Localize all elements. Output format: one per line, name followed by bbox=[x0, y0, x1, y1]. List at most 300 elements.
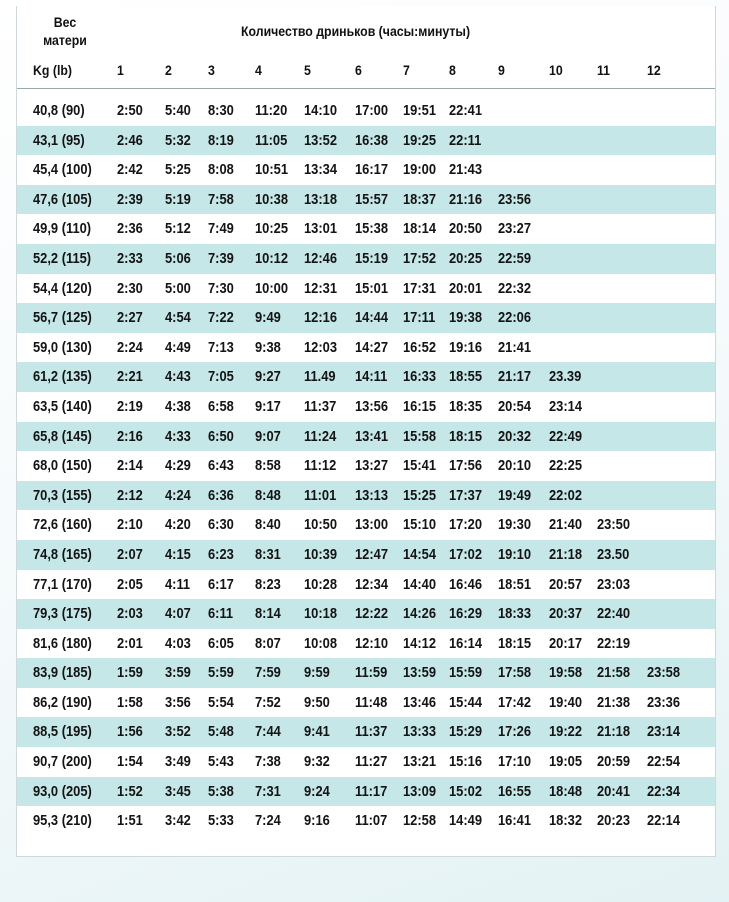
time-cell: 2:21 bbox=[117, 368, 143, 386]
time-cell: 13:59 bbox=[403, 664, 437, 682]
time-cell: 13:41 bbox=[355, 427, 389, 445]
time-cell: 12:16 bbox=[304, 309, 338, 327]
time-cell: 11:12 bbox=[304, 457, 337, 475]
time-cell: 15:29 bbox=[449, 723, 483, 741]
time-cell: 6:36 bbox=[208, 486, 234, 504]
time-cell: 13:27 bbox=[355, 457, 389, 475]
time-cell: 7:13 bbox=[208, 338, 234, 356]
table-row bbox=[17, 185, 715, 215]
weight-cell: 68,0 (150) bbox=[33, 457, 92, 475]
time-cell: 6:50 bbox=[208, 427, 234, 445]
time-cell: 19:30 bbox=[498, 516, 532, 534]
time-cell: 3:59 bbox=[165, 664, 191, 682]
time-cell: 19:58 bbox=[549, 664, 583, 682]
table-row bbox=[17, 806, 715, 836]
weight-cell: 86,2 (190) bbox=[33, 693, 92, 711]
weight-cell: 52,2 (115) bbox=[33, 249, 92, 267]
drink-count-header: 2 bbox=[165, 62, 172, 78]
time-cell: 15:38 bbox=[355, 220, 389, 238]
time-cell: 2:07 bbox=[117, 545, 143, 563]
weight-title-line2: матери bbox=[43, 32, 87, 48]
drink-count-header: 4 bbox=[255, 62, 262, 78]
time-cell: 2:10 bbox=[117, 516, 143, 534]
weight-cell: 79,3 (175) bbox=[33, 605, 92, 623]
time-cell: 21:16 bbox=[449, 190, 483, 208]
time-cell: 11.49 bbox=[304, 368, 336, 386]
time-cell: 20:25 bbox=[449, 249, 483, 267]
time-cell: 13:33 bbox=[403, 723, 437, 741]
time-cell: 11:27 bbox=[355, 753, 388, 771]
time-cell: 5:12 bbox=[165, 220, 191, 238]
time-cell: 5:33 bbox=[208, 812, 234, 830]
time-cell: 16:52 bbox=[403, 338, 437, 356]
time-cell: 8:07 bbox=[255, 634, 281, 652]
time-cell: 23:14 bbox=[549, 397, 583, 415]
drink-count-header: 10 bbox=[549, 62, 563, 78]
time-cell: 2:03 bbox=[117, 605, 143, 623]
time-cell: 4:03 bbox=[165, 634, 191, 652]
time-cell: 3:56 bbox=[165, 693, 191, 711]
time-cell: 4:24 bbox=[165, 486, 191, 504]
time-cell: 2:36 bbox=[117, 220, 143, 238]
time-cell: 4:38 bbox=[165, 397, 191, 415]
time-cell: 6:11 bbox=[208, 605, 234, 623]
time-cell: 5:06 bbox=[165, 249, 191, 267]
time-cell: 5:40 bbox=[165, 102, 191, 119]
weight-cell: 83,9 (185) bbox=[33, 664, 92, 682]
time-cell: 21:38 bbox=[597, 693, 631, 711]
weight-cell: 88,5 (195) bbox=[33, 723, 92, 741]
time-cell: 19:25 bbox=[403, 131, 437, 149]
time-cell: 13:18 bbox=[304, 190, 338, 208]
time-cell: 18:15 bbox=[449, 427, 483, 445]
time-cell: 2:42 bbox=[117, 161, 143, 179]
time-cell: 16:55 bbox=[498, 782, 532, 800]
table-row bbox=[17, 155, 715, 185]
time-cell: 20:10 bbox=[498, 457, 532, 475]
time-cell: 19:38 bbox=[449, 309, 483, 327]
time-cell: 13:52 bbox=[304, 131, 338, 149]
time-cell: 11:59 bbox=[355, 664, 388, 682]
time-cell: 22:49 bbox=[549, 427, 583, 445]
header-divider bbox=[17, 88, 715, 89]
time-cell: 7:49 bbox=[208, 220, 234, 238]
time-cell: 8:48 bbox=[255, 486, 281, 504]
weight-cell: 47,6 (105) bbox=[33, 190, 92, 208]
time-cell: 17:11 bbox=[403, 309, 436, 327]
time-cell: 4:54 bbox=[165, 309, 191, 327]
time-cell: 21:41 bbox=[498, 338, 532, 356]
time-cell: 1:58 bbox=[117, 693, 143, 711]
time-cell: 15:57 bbox=[355, 190, 389, 208]
time-cell: 19:16 bbox=[449, 338, 483, 356]
time-cell: 17:10 bbox=[498, 753, 532, 771]
time-cell: 12:46 bbox=[304, 249, 338, 267]
time-cell: 16:41 bbox=[498, 812, 532, 830]
time-cell: 13:34 bbox=[304, 161, 338, 179]
time-cell: 18:51 bbox=[498, 575, 532, 593]
time-cell: 20:01 bbox=[449, 279, 483, 297]
time-cell: 22:41 bbox=[449, 102, 483, 119]
time-cell: 16:38 bbox=[355, 131, 389, 149]
time-cell: 18:32 bbox=[549, 812, 583, 830]
time-cell: 2:33 bbox=[117, 249, 143, 267]
time-cell: 8:14 bbox=[255, 605, 281, 623]
time-cell: 7:52 bbox=[255, 693, 281, 711]
time-cell: 15:58 bbox=[403, 427, 437, 445]
time-cell: 11:37 bbox=[355, 723, 388, 741]
time-cell: 9:07 bbox=[255, 427, 281, 445]
table-row bbox=[17, 333, 715, 363]
time-cell: 11:37 bbox=[304, 397, 337, 415]
time-cell: 15:01 bbox=[355, 279, 389, 297]
time-cell: 14:44 bbox=[355, 309, 389, 327]
time-cell: 22:14 bbox=[647, 812, 681, 830]
time-cell: 22:32 bbox=[498, 279, 532, 297]
time-cell: 22:19 bbox=[597, 634, 631, 652]
time-cell: 20:54 bbox=[498, 397, 532, 415]
time-cell: 9:24 bbox=[304, 782, 330, 800]
time-cell: 10:18 bbox=[304, 605, 338, 623]
time-cell: 1:56 bbox=[117, 723, 143, 741]
table-row bbox=[17, 422, 715, 452]
time-cell: 2:24 bbox=[117, 338, 143, 356]
time-cell: 21:40 bbox=[549, 516, 583, 534]
table-row bbox=[17, 658, 715, 688]
time-cell: 5:25 bbox=[165, 161, 191, 179]
time-cell: 3:42 bbox=[165, 812, 191, 830]
time-cell: 5:48 bbox=[208, 723, 234, 741]
time-cell: 15:44 bbox=[449, 693, 483, 711]
time-cell: 9:41 bbox=[304, 723, 330, 741]
time-cell: 14:49 bbox=[449, 812, 483, 830]
time-cell: 22:06 bbox=[498, 309, 532, 327]
time-cell: 4:29 bbox=[165, 457, 191, 475]
time-cell: 13:09 bbox=[403, 782, 437, 800]
time-cell: 7:59 bbox=[255, 664, 281, 682]
time-cell: 16:33 bbox=[403, 368, 437, 386]
time-cell: 20:59 bbox=[597, 753, 631, 771]
time-cell: 15:19 bbox=[355, 249, 389, 267]
time-cell: 2:50 bbox=[117, 102, 143, 119]
table-row bbox=[17, 481, 715, 511]
weight-cell: 72,6 (160) bbox=[33, 516, 92, 534]
time-cell: 23:56 bbox=[498, 190, 532, 208]
weight-cell: 65,8 (145) bbox=[33, 427, 92, 445]
weight-cell: 43,1 (95) bbox=[33, 131, 85, 149]
table-row bbox=[17, 570, 715, 600]
table-main-title: Количество дриньков (часы:минуты) bbox=[241, 23, 471, 39]
drink-count-header: 3 bbox=[208, 62, 215, 78]
time-cell: 4:49 bbox=[165, 338, 191, 356]
table-row bbox=[17, 777, 715, 807]
time-cell: 21:43 bbox=[449, 161, 483, 179]
time-cell: 14:11 bbox=[355, 368, 388, 386]
time-cell: 20:50 bbox=[449, 220, 483, 238]
time-cell: 18:48 bbox=[549, 782, 583, 800]
time-cell: 20:57 bbox=[549, 575, 583, 593]
time-cell: 6:43 bbox=[208, 457, 234, 475]
time-cell: 1:52 bbox=[117, 782, 143, 800]
time-cell: 17:58 bbox=[498, 664, 532, 682]
time-cell: 23:14 bbox=[647, 723, 681, 741]
time-cell: 7:38 bbox=[255, 753, 281, 771]
weight-cell: 40,8 (90) bbox=[33, 102, 85, 119]
alcohol-clearance-table bbox=[16, 6, 716, 857]
time-cell: 21:17 bbox=[498, 368, 532, 386]
time-cell: 16:17 bbox=[355, 161, 389, 179]
time-cell: 15:16 bbox=[449, 753, 483, 771]
time-cell: 14:10 bbox=[304, 102, 338, 119]
time-cell: 18:37 bbox=[403, 190, 437, 208]
time-cell: 8:30 bbox=[208, 102, 234, 119]
time-cell: 7:30 bbox=[208, 279, 234, 297]
drink-count-header: 9 bbox=[498, 62, 505, 78]
time-cell: 4:33 bbox=[165, 427, 191, 445]
time-cell: 17:52 bbox=[403, 249, 437, 267]
time-cell: 19:49 bbox=[498, 486, 532, 504]
time-cell: 2:05 bbox=[117, 575, 143, 593]
weight-cell: 77,1 (170) bbox=[33, 575, 92, 593]
time-cell: 1:51 bbox=[117, 812, 143, 830]
time-cell: 5:19 bbox=[165, 190, 191, 208]
time-cell: 13:56 bbox=[355, 397, 389, 415]
time-cell: 14:40 bbox=[403, 575, 437, 593]
weight-cell: 49,9 (110) bbox=[33, 220, 92, 238]
time-cell: 10:39 bbox=[304, 545, 338, 563]
table-row bbox=[17, 688, 715, 718]
drink-count-header: 5 bbox=[304, 62, 311, 78]
time-cell: 12:10 bbox=[355, 634, 389, 652]
time-cell: 10:00 bbox=[255, 279, 289, 297]
time-cell: 7:44 bbox=[255, 723, 281, 741]
time-cell: 23:50 bbox=[597, 516, 631, 534]
time-cell: 9:49 bbox=[255, 309, 281, 327]
time-cell: 2:39 bbox=[117, 190, 143, 208]
time-cell: 17:02 bbox=[449, 545, 483, 563]
time-cell: 19:00 bbox=[403, 161, 437, 179]
time-cell: 8:31 bbox=[255, 545, 281, 563]
time-cell: 23:36 bbox=[647, 693, 681, 711]
time-cell: 7:05 bbox=[208, 368, 234, 386]
time-cell: 18:35 bbox=[449, 397, 483, 415]
time-cell: 9:16 bbox=[304, 812, 330, 830]
time-cell: 16:15 bbox=[403, 397, 437, 415]
time-cell: 19:10 bbox=[498, 545, 532, 563]
time-cell: 12:47 bbox=[355, 545, 389, 563]
time-cell: 8:19 bbox=[208, 131, 234, 149]
weight-cell: 81,6 (180) bbox=[33, 634, 92, 652]
time-cell: 12:03 bbox=[304, 338, 338, 356]
time-cell: 2:46 bbox=[117, 131, 143, 149]
time-cell: 17:26 bbox=[498, 723, 532, 741]
table-row bbox=[17, 244, 715, 274]
time-cell: 22:02 bbox=[549, 486, 583, 504]
table-row bbox=[17, 717, 715, 747]
weight-cell: 93,0 (205) bbox=[33, 782, 92, 800]
table-row bbox=[17, 274, 715, 304]
time-cell: 6:17 bbox=[208, 575, 234, 593]
time-cell: 9:59 bbox=[304, 664, 330, 682]
time-cell: 23:58 bbox=[647, 664, 681, 682]
time-cell: 17:20 bbox=[449, 516, 483, 534]
table-row bbox=[17, 540, 715, 570]
time-cell: 6:30 bbox=[208, 516, 234, 534]
time-cell: 22:59 bbox=[498, 249, 532, 267]
weight-cell: 61,2 (135) bbox=[33, 368, 92, 386]
time-cell: 22:34 bbox=[647, 782, 681, 800]
time-cell: 8:23 bbox=[255, 575, 281, 593]
weight-cell: 59,0 (130) bbox=[33, 338, 92, 356]
time-cell: 11:24 bbox=[304, 427, 337, 445]
time-cell: 10:51 bbox=[255, 161, 289, 179]
drink-count-header: 11 bbox=[597, 62, 611, 78]
time-cell: 9:32 bbox=[304, 753, 330, 771]
time-cell: 2:30 bbox=[117, 279, 143, 297]
time-cell: 9:50 bbox=[304, 693, 330, 711]
time-cell: 6:05 bbox=[208, 634, 234, 652]
table-row bbox=[17, 451, 715, 481]
time-cell: 19:40 bbox=[549, 693, 583, 711]
time-cell: 17:56 bbox=[449, 457, 483, 475]
table-row bbox=[17, 392, 715, 422]
time-cell: 4:15 bbox=[165, 545, 191, 563]
weight-cell: 56,7 (125) bbox=[33, 309, 92, 327]
time-cell: 10:12 bbox=[255, 249, 289, 267]
time-cell: 9:27 bbox=[255, 368, 281, 386]
time-cell: 10:25 bbox=[255, 220, 289, 238]
time-cell: 8:08 bbox=[208, 161, 234, 179]
time-cell: 13:46 bbox=[403, 693, 437, 711]
table-row bbox=[17, 747, 715, 777]
time-cell: 8:40 bbox=[255, 516, 281, 534]
drink-count-header: 1 bbox=[117, 62, 124, 78]
time-cell: 6:23 bbox=[208, 545, 234, 563]
time-cell: 11:05 bbox=[255, 131, 288, 149]
time-cell: 9:17 bbox=[255, 397, 281, 415]
time-cell: 11:48 bbox=[355, 693, 388, 711]
time-cell: 5:54 bbox=[208, 693, 234, 711]
time-cell: 15:59 bbox=[449, 664, 483, 682]
time-cell: 10:38 bbox=[255, 190, 289, 208]
drink-count-header: 6 bbox=[355, 62, 362, 78]
table-row bbox=[17, 214, 715, 244]
time-cell: 3:45 bbox=[165, 782, 191, 800]
time-cell: 22:54 bbox=[647, 753, 681, 771]
time-cell: 17:37 bbox=[449, 486, 483, 504]
time-cell: 4:11 bbox=[165, 575, 191, 593]
time-cell: 21:58 bbox=[597, 664, 631, 682]
time-cell: 5:59 bbox=[208, 664, 234, 682]
time-cell: 18:15 bbox=[498, 634, 532, 652]
time-cell: 21:18 bbox=[597, 723, 631, 741]
time-cell: 3:49 bbox=[165, 753, 191, 771]
time-cell: 2:27 bbox=[117, 309, 143, 327]
table-body bbox=[17, 96, 715, 836]
weight-cell: 95,3 (210) bbox=[33, 812, 92, 830]
table-row bbox=[17, 599, 715, 629]
time-cell: 20:17 bbox=[549, 634, 583, 652]
time-cell: 13:01 bbox=[304, 220, 338, 238]
time-cell: 19:22 bbox=[549, 723, 583, 741]
time-cell: 4:20 bbox=[165, 516, 191, 534]
table-row bbox=[17, 303, 715, 333]
time-cell: 14:26 bbox=[403, 605, 437, 623]
time-cell: 7:39 bbox=[208, 249, 234, 267]
time-cell: 4:43 bbox=[165, 368, 191, 386]
time-cell: 14:12 bbox=[403, 634, 437, 652]
time-cell: 5:00 bbox=[165, 279, 191, 297]
time-cell: 22:11 bbox=[449, 131, 482, 149]
time-cell: 12:34 bbox=[355, 575, 389, 593]
time-cell: 23:27 bbox=[498, 220, 532, 238]
time-cell: 12:22 bbox=[355, 605, 389, 623]
time-cell: 5:43 bbox=[208, 753, 234, 771]
time-cell: 23:03 bbox=[597, 575, 631, 593]
time-cell: 20:23 bbox=[597, 812, 631, 830]
time-cell: 15:41 bbox=[403, 457, 437, 475]
weight-cell: 54,4 (120) bbox=[33, 279, 92, 297]
time-cell: 15:25 bbox=[403, 486, 437, 504]
time-cell: 7:24 bbox=[255, 812, 281, 830]
time-cell: 18:33 bbox=[498, 605, 532, 623]
time-cell: 1:54 bbox=[117, 753, 143, 771]
time-cell: 19:51 bbox=[403, 102, 437, 119]
time-cell: 16:46 bbox=[449, 575, 483, 593]
time-cell: 20:41 bbox=[597, 782, 631, 800]
time-cell: 4:07 bbox=[165, 605, 191, 623]
time-cell: 2:01 bbox=[117, 634, 143, 652]
table-row bbox=[17, 629, 715, 659]
time-cell: 8:58 bbox=[255, 457, 281, 475]
time-cell: 13:13 bbox=[355, 486, 389, 504]
drink-count-header: 8 bbox=[449, 62, 456, 78]
time-cell: 16:29 bbox=[449, 605, 483, 623]
time-cell: 19:05 bbox=[549, 753, 583, 771]
time-cell: 12:58 bbox=[403, 812, 437, 830]
time-cell: 1:59 bbox=[117, 664, 143, 682]
time-cell: 2:14 bbox=[117, 457, 143, 475]
time-cell: 22:40 bbox=[597, 605, 631, 623]
weight-cell: 45,4 (100) bbox=[33, 161, 92, 179]
weight-cell: 74,8 (165) bbox=[33, 545, 92, 563]
time-cell: 21:18 bbox=[549, 545, 583, 563]
time-cell: 15:02 bbox=[449, 782, 483, 800]
time-cell: 7:22 bbox=[208, 309, 234, 327]
table-row bbox=[17, 510, 715, 540]
time-cell: 14:54 bbox=[403, 545, 437, 563]
time-cell: 13:00 bbox=[355, 516, 389, 534]
time-cell: 13:21 bbox=[403, 753, 437, 771]
time-cell: 14:27 bbox=[355, 338, 389, 356]
time-cell: 17:42 bbox=[498, 693, 532, 711]
time-cell: 10:28 bbox=[304, 575, 338, 593]
time-cell: 12:31 bbox=[304, 279, 338, 297]
time-cell: 11:07 bbox=[355, 812, 388, 830]
time-cell: 23.50 bbox=[597, 545, 630, 563]
time-cell: 2:12 bbox=[117, 486, 143, 504]
time-cell: 7:31 bbox=[255, 782, 281, 800]
time-cell: 11:17 bbox=[355, 782, 388, 800]
time-cell: 5:32 bbox=[165, 131, 191, 149]
time-cell: 10:50 bbox=[304, 516, 338, 534]
time-cell: 5:38 bbox=[208, 782, 234, 800]
table-row bbox=[17, 96, 715, 126]
time-cell: 11:01 bbox=[304, 486, 337, 504]
time-cell: 23.39 bbox=[549, 368, 582, 386]
time-cell: 2:16 bbox=[117, 427, 143, 445]
time-cell: 7:58 bbox=[208, 190, 234, 208]
